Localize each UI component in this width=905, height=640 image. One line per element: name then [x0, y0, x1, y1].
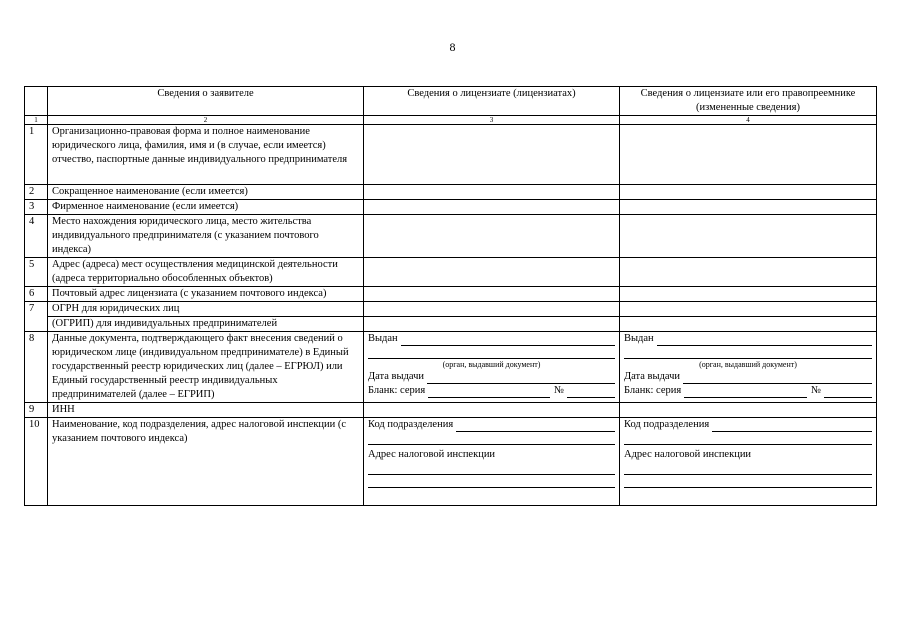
issued-label: Выдан: [624, 333, 654, 344]
successor-tax-cell: [620, 418, 877, 506]
issue-date-label: Дата выдачи: [624, 371, 681, 382]
issue-date-label: Дата выдачи: [368, 371, 425, 382]
tax-address-line[interactable]: [624, 475, 872, 488]
form-series-field[interactable]: [368, 384, 615, 398]
successor-cell[interactable]: [620, 200, 877, 215]
row-label: ОГРН для юридических лиц: [48, 302, 364, 317]
table-row: [25, 215, 877, 258]
col-number: 4: [620, 116, 877, 125]
col-number: 3: [364, 116, 620, 125]
licensee-cell[interactable]: [364, 185, 620, 200]
row-label: Почтовый адрес лицензиата (с указанием почтового индекса): [48, 287, 364, 302]
number-sign: №: [810, 385, 821, 396]
row-label: Место нахождения юридического лица, место жительства индивидуального предпринимателя (с указанием почтового индекса): [48, 215, 364, 258]
license-form-table: [24, 86, 877, 506]
division-code-field[interactable]: [368, 418, 615, 432]
issuer-line[interactable]: [368, 346, 615, 359]
issuer-line[interactable]: [624, 346, 872, 359]
row-number: 2: [25, 185, 48, 200]
tax-address-line[interactable]: [368, 462, 615, 475]
issuer-caption: (орган, выдавший документ): [442, 360, 541, 369]
table-row: [25, 258, 877, 287]
row-number: 1: [25, 125, 48, 185]
licensee-cell[interactable]: [364, 317, 620, 332]
successor-cell[interactable]: [620, 403, 877, 418]
successor-doc-cell: [620, 332, 877, 403]
table-row: [25, 287, 877, 302]
header-blank: [25, 87, 48, 116]
issue-date-field[interactable]: [368, 370, 615, 384]
division-line[interactable]: [624, 432, 872, 445]
row-number: 10: [25, 418, 48, 506]
row-label: Сокращенное наименование (если имеется): [48, 185, 364, 200]
row-number: 6: [25, 287, 48, 302]
table-row: [25, 418, 877, 506]
row-number: 8: [25, 332, 48, 403]
licensee-cell[interactable]: [364, 287, 620, 302]
successor-cell[interactable]: [620, 287, 877, 302]
licensee-cell[interactable]: [364, 125, 620, 185]
successor-cell[interactable]: [620, 125, 877, 185]
table-row: [25, 332, 877, 403]
table-row: [25, 317, 877, 332]
col-number: 2: [48, 116, 364, 125]
division-line[interactable]: [368, 432, 615, 445]
tax-address-label: Адрес налоговой инспекции: [368, 449, 496, 460]
tax-address-line[interactable]: [624, 462, 872, 475]
header-successor: Сведения о лицензиате или его правопреемнике (измененные сведения): [620, 87, 877, 116]
division-code-field[interactable]: [624, 418, 872, 432]
successor-cell[interactable]: [620, 185, 877, 200]
row-label: Данные документа, подтверждающего факт внесения сведений о юридическом лице (индивидуальном предпринимателе) в Единый государственный реестр юридических лиц (далее – ЕГРЮЛ) или Единый государственный реестр индивидуальных предпринимателей (далее – ЕГРИП): [48, 332, 364, 403]
licensee-cell[interactable]: [364, 200, 620, 215]
division-code-label: Код подразделения: [368, 419, 454, 430]
row-label: Адрес (адреса) мест осуществления медицинской деятельности (адреса территориально обособленных объектов): [48, 258, 364, 287]
issued-field[interactable]: [368, 332, 615, 346]
successor-cell[interactable]: [620, 258, 877, 287]
row-label: Организационно-правовая форма и полное наименование юридического лица, фамилия, имя и (в случае, если имеется) отчество, паспортные данные индивидуального предпринимателя: [48, 125, 364, 185]
issue-date-field[interactable]: [624, 370, 872, 384]
row-number: 4: [25, 215, 48, 258]
row-label: Фирменное наименование (если имеется): [48, 200, 364, 215]
row-number: 3: [25, 200, 48, 215]
row-label: ИНН: [48, 403, 364, 418]
table-row: [25, 403, 877, 418]
number-sign: №: [553, 385, 564, 396]
row-number: 9: [25, 403, 48, 418]
licensee-cell[interactable]: [364, 302, 620, 317]
row-label: Наименование, код подразделения, адрес налоговой инспекции (с указанием почтового индекса): [48, 418, 364, 506]
issuer-caption: (орган, выдавший документ): [699, 360, 797, 369]
row-number: 7: [25, 302, 48, 332]
division-code-label: Код подразделения: [624, 419, 710, 430]
licensee-cell[interactable]: [364, 215, 620, 258]
page-number: 8: [449, 40, 456, 54]
table-row: [25, 200, 877, 215]
successor-cell[interactable]: [620, 215, 877, 258]
row-label: (ОГРИП) для индивидуальных предпринимателей: [48, 317, 364, 332]
tax-address-line[interactable]: [368, 475, 615, 488]
issued-field[interactable]: [624, 332, 872, 346]
licensee-doc-cell: [364, 332, 620, 403]
successor-cell[interactable]: [620, 317, 877, 332]
table-row: [25, 302, 877, 317]
table-row: [25, 185, 877, 200]
header-row: [25, 87, 877, 116]
header-licensee: Сведения о лицензиате (лицензиатах): [364, 87, 620, 116]
successor-cell[interactable]: [620, 302, 877, 317]
tax-address-label: Адрес налоговой инспекции: [624, 449, 752, 460]
table-row: [25, 125, 877, 185]
issued-label: Выдан: [368, 333, 398, 344]
col-number: 1: [25, 116, 48, 125]
header-applicant: Сведения о заявителе: [48, 87, 364, 116]
column-number-row: [25, 116, 877, 125]
form-series-label: Бланк: серия: [624, 385, 682, 396]
form-series-label: Бланк: серия: [368, 385, 426, 396]
licensee-cell[interactable]: [364, 403, 620, 418]
licensee-cell[interactable]: [364, 258, 620, 287]
row-number: 5: [25, 258, 48, 287]
licensee-tax-cell: [364, 418, 620, 506]
form-series-field[interactable]: [624, 384, 872, 398]
